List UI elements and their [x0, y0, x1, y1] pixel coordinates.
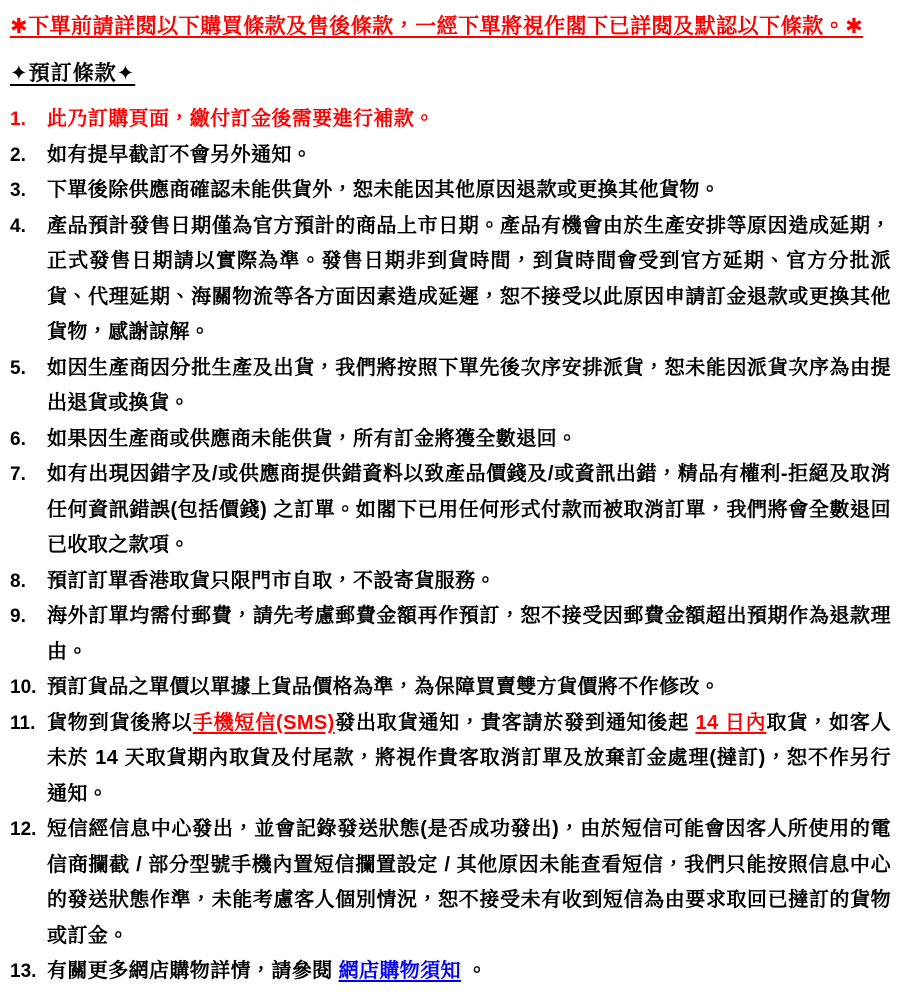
- section-title: ✦預訂條款✦: [10, 62, 136, 85]
- term-item: [10, 422, 891, 458]
- term-text: [47, 706, 891, 813]
- term-item: [10, 209, 891, 351]
- term-text-segment: 預訂貨品之單價以單據上貨品價格為準，為保障買賣雙方貨價將不作修改。: [47, 676, 721, 698]
- term-item: [10, 706, 891, 813]
- term-text-segment: 產品預計發售日期僅為官方預計的商品上市日期。產品有機會由於生產安排等原因造成延期，正式發售日期請以實際為準。發售日期非到貨時間，到貨時間會受到官方延期、官方分批派貨、代理延期、海關物流等各方面因素造成延遲，恕不接受以此原因申請訂金退款或更換其他貨物，感謝諒解。: [47, 214, 891, 343]
- term-number: 3.: [10, 180, 26, 201]
- term-number: 7.: [10, 464, 26, 485]
- term-number: 1.: [10, 109, 26, 130]
- term-number: 4.: [10, 215, 26, 237]
- term-text-segment: 如有提早截訂不會另外通知。: [47, 143, 313, 166]
- term-item: [10, 812, 891, 954]
- term-text: [47, 599, 891, 670]
- term-text-segment: 短信經信息中心發出，並會記錄發送狀態(是否成功發出)，由於短信可能會因客人所使用的電信商攔截 / 部分型號手機內置短信攔置設定 / 其他原因未能查看短信，我們只能按照信息中心的發送狀態作準，未能考慮客人個別情況，恕不接受未有收到短信為由要求取回已撻訂的貨物或訂金。: [47, 818, 891, 947]
- highlighted-term-text: 14 日內: [695, 711, 767, 734]
- term-number: 9.: [10, 606, 26, 627]
- term-number: 6.: [10, 428, 26, 450]
- term-text-segment: 如果因生產商或供應商未能供貨，所有訂金將獲全數退回。: [47, 427, 578, 450]
- term-text: [47, 209, 891, 351]
- term-text-segment: 如有出現因錯字及/或供應商提供錯資料以致產品價錢及/或資訊出錯，精品有權利-拒絕及取消任何資訊錯誤(包括價錢) 之訂單。如閣下已用任何形式付款而被取消訂單，我們將會全數退回已收取之款項。: [47, 463, 891, 556]
- term-text: [47, 138, 891, 174]
- term-text-segment: 。: [460, 960, 488, 982]
- term-text: [47, 422, 891, 458]
- terms-list: [10, 102, 891, 990]
- term-text: [47, 457, 891, 564]
- term-item: [10, 173, 891, 209]
- term-item: [10, 599, 891, 670]
- term-number: 12.: [10, 819, 37, 840]
- term-text: [47, 954, 891, 990]
- term-text: [47, 670, 891, 706]
- term-text: [47, 812, 891, 954]
- term-number: 10.: [10, 677, 37, 698]
- term-item: [10, 102, 891, 138]
- term-item: [10, 138, 891, 174]
- highlighted-term-text: 手機短信(SMS): [192, 711, 335, 734]
- term-item: [10, 564, 891, 600]
- term-text-segment: 發出取貨通知，貴客請於發到通知後起: [334, 711, 696, 734]
- term-text: [47, 102, 891, 138]
- term-item: [10, 457, 891, 564]
- term-text-segment: 貨物到貨後將以: [47, 711, 193, 734]
- term-text: [47, 173, 891, 209]
- online-store-notice-link[interactable]: 網店購物須知: [338, 960, 461, 982]
- term-number: 2.: [10, 144, 26, 166]
- term-text-segment: 預訂訂單香港取貨只限門市自取，不設寄貨服務。: [47, 569, 496, 592]
- term-text-segment: 下單後除供應商確認未能供貨外，恕未能因其他原因退款或更換其他貨物。: [47, 179, 721, 201]
- term-number: 13.: [10, 961, 37, 982]
- term-text-segment: 如因生產商因分批生產及出貨，我們將按照下單先後次序安排派貨，恕未能因派貨次序為由提出退貨或換貨。: [47, 356, 891, 414]
- term-text-segment: 海外訂單均需付郵費，請先考慮郵費金額再作預訂，恕不接受因郵費金額超出預期作為退款理由。: [47, 605, 891, 663]
- term-item: [10, 954, 891, 990]
- term-number: 5.: [10, 357, 26, 379]
- term-text: [47, 564, 891, 600]
- term-item: [10, 351, 891, 422]
- notice-header: ✱下單前請詳閱以下購買條款及售後條款，一經下單將視作閣下已詳閱及默認以下條款。✱: [10, 15, 864, 38]
- term-number: 8.: [10, 570, 26, 592]
- term-text: [47, 351, 891, 422]
- term-text-segment: 有關更多網店購物詳情，請參閱: [47, 960, 339, 982]
- term-number: 11.: [10, 712, 36, 734]
- term-item: [10, 670, 891, 706]
- term-text-segment: 取貨，如客人未於 14 天取貨期內取貨及付尾款，將視作貴客取消訂單及放棄訂金處理(撻訂)，恕不作另行通知。: [47, 711, 891, 805]
- term-text-segment: 此乃訂購頁面，繳付訂金後需要進行補款。: [47, 108, 435, 130]
